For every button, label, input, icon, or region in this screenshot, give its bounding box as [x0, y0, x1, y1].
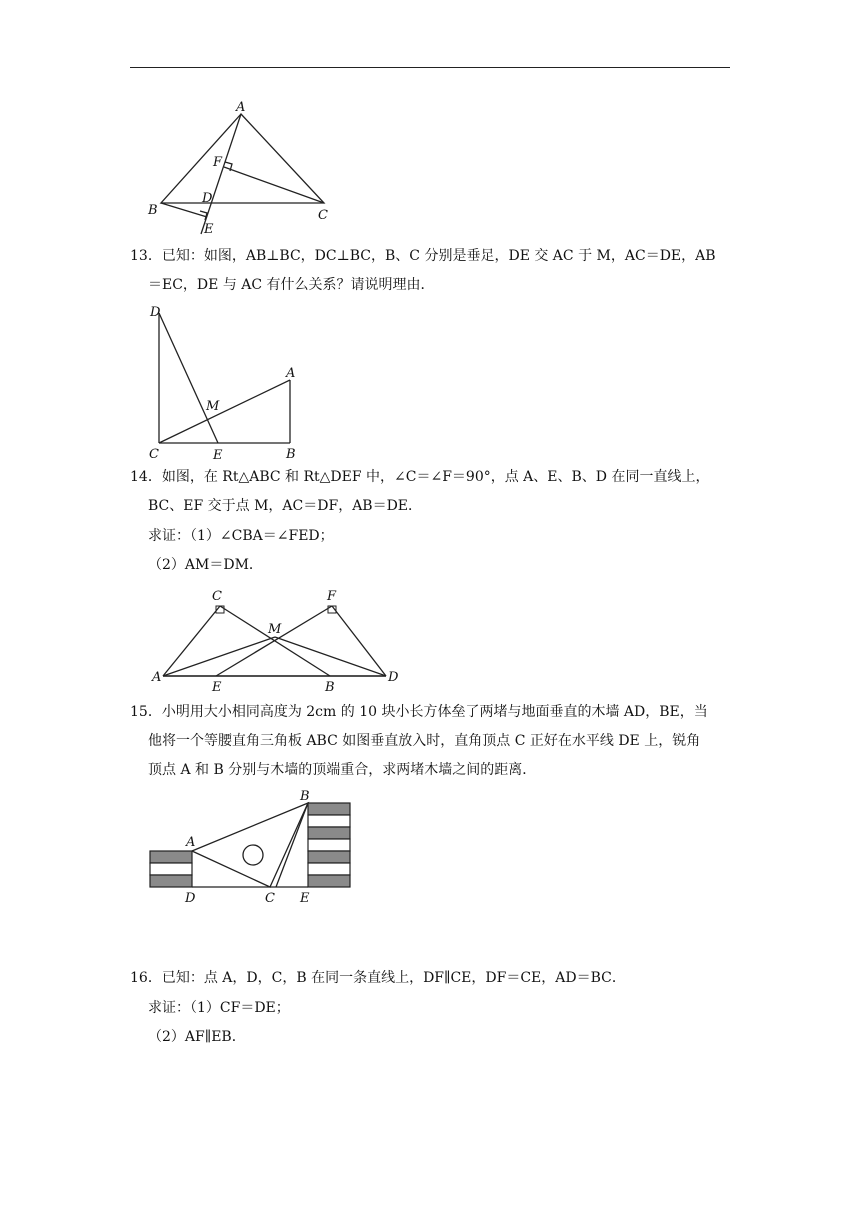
- label-f: F: [327, 589, 337, 604]
- q13-line2: ＝EC，DE 与 AC 有什么关系？请说明理由．: [148, 277, 435, 293]
- q13-line1: 13．已知：如图，AB⊥BC，DC⊥BC，B、C 分别是垂足，DE 交 AC 于 M，AC＝DE，AB: [130, 248, 716, 264]
- q13-number: 13．: [130, 248, 162, 264]
- label-a: A: [286, 366, 296, 381]
- q14-number: 14．: [130, 469, 162, 485]
- header-rule: [130, 67, 730, 68]
- label-d: D: [185, 891, 196, 906]
- right-angle-figure-q13: [145, 300, 310, 465]
- q14-line1: 14．如图，在 Rt△ABC 和 Rt△DEF 中，∠C＝∠F＝90°，点 A、E、B、D 在同一直线上，: [130, 469, 710, 485]
- label-c: C: [318, 208, 328, 223]
- label-m: M: [206, 399, 220, 414]
- q15-line2: 他将一个等腰直角三角板 ABC 如图垂直放入时，直角顶点 C 正好在水平线 DE 上，锐角: [148, 733, 701, 749]
- label-b: B: [286, 447, 296, 462]
- label-d: D: [202, 191, 213, 206]
- label-e: E: [212, 680, 222, 695]
- label-e: E: [300, 891, 310, 906]
- label-a: A: [236, 100, 246, 115]
- label-d: D: [150, 305, 161, 320]
- q15-number: 15．: [130, 704, 162, 720]
- label-b: B: [325, 680, 335, 695]
- label-e: E: [204, 222, 214, 237]
- q16-line2: 求证：（1）CF＝DE；: [148, 1000, 290, 1016]
- label-c: C: [149, 447, 159, 462]
- label-b: B: [148, 203, 158, 218]
- label-c: C: [265, 891, 275, 906]
- label-d: D: [388, 670, 399, 685]
- label-e: E: [213, 448, 223, 463]
- q15-line3: 顶点 A 和 B 分别与木墙的顶端重合，求两堵木墙之间的距离．: [148, 762, 537, 778]
- q16-line1: 16．已知：点 A，D，C，B 在同一条直线上，DF∥CE，DF＝CE，AD＝BC．: [130, 970, 626, 986]
- q14-line3: 求证：（1）∠CBA＝∠FED；: [148, 528, 334, 544]
- label-m: M: [268, 622, 282, 637]
- label-c: C: [212, 589, 222, 604]
- q15-line1: 15．小明用大小相同高度为 2cm 的 10 块小长方体垒了两堵与地面垂直的木墙 AD，BE，当: [130, 704, 708, 720]
- q16-number: 16．: [130, 970, 162, 986]
- label-a: A: [152, 670, 162, 685]
- label-a: A: [186, 835, 196, 850]
- q14-line4: （2）AM＝DM．: [148, 557, 263, 573]
- q14-line2: BC、EF 交于点 M，AC＝DF，AB＝DE．: [148, 498, 423, 514]
- two-right-triangles-figure-q14: [150, 585, 405, 695]
- q16-line3: （2）AF∥EB．: [148, 1029, 246, 1045]
- label-f: F: [213, 155, 223, 170]
- wooden-walls-figure-q15: [145, 785, 360, 910]
- triangle-figure-q12: [140, 95, 350, 240]
- label-b: B: [300, 789, 310, 804]
